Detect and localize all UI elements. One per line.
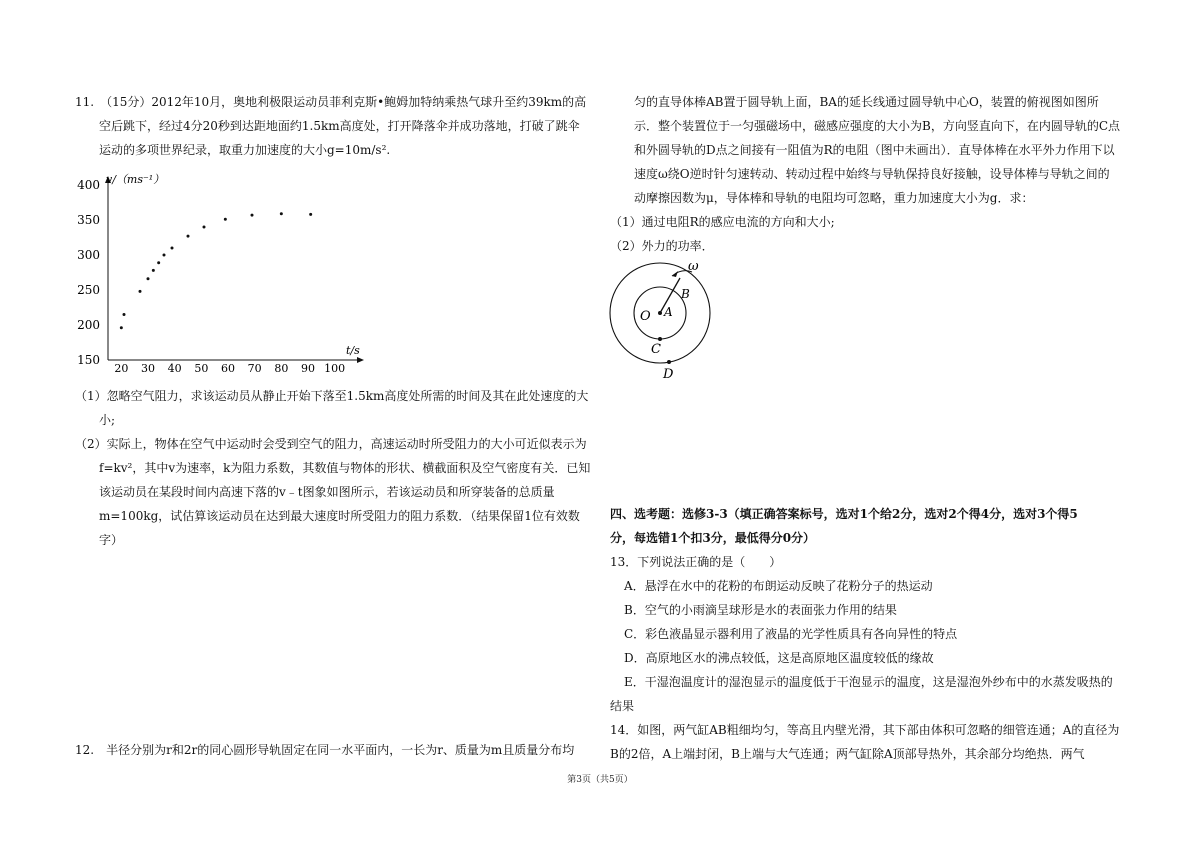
x-tick-label: 40 (167, 362, 182, 372)
data-point (139, 290, 142, 293)
data-point (251, 214, 254, 217)
data-point (147, 277, 150, 280)
q11-subquestions (75, 384, 595, 552)
center-point (658, 311, 662, 315)
data-point (152, 269, 155, 272)
data-point (163, 254, 166, 257)
x-tick-label: 90 (301, 362, 315, 372)
point-c (658, 337, 662, 341)
q12-sub1: （1）通过电阻R的感应电流的方向和大小; (610, 215, 835, 229)
q13-option-b: B．空气的小雨滴呈球形是水的表面张力作用的结果 (624, 603, 897, 617)
x-tick-label: 30 (141, 362, 155, 372)
data-point (120, 326, 123, 329)
x-tick-label: 80 (274, 362, 289, 372)
x-tick-label: 100 (324, 362, 346, 372)
q12-line-1: 12. 半径分别为r和2r的同心圆形导轨固定在同一水平面内，一长为r、质量为m且质量分布均 (75, 743, 575, 757)
q11-sub2-line-4: m=100kg，试估算该运动员在达到最大速度时所受阻力的阻力系数．（结果保留1位有效数 (99, 509, 580, 523)
section-4-heading-1: 四、选考题：选修3-3（填正确答案标号，选对1个给2分，选对2个得4分，选对3个得5 (610, 507, 1078, 521)
q13-option-e-cont: 结果 (610, 699, 635, 713)
concentric-rails-figure (600, 258, 720, 383)
left-column (75, 90, 595, 162)
q11-sub2-line-2: f=kv²，其中v为速率，k为阻力系数，其数值与物体的形状、横截面积及空气密度有关．已知 (99, 461, 591, 475)
q13-stem: 13．下列说法正确的是（ ） (610, 555, 782, 569)
x-axis-label: t/s (346, 344, 360, 357)
q14-line-1: 14．如图，两气缸AB粗细均匀，等高且内壁光滑，其下部由体积可忽略的细管连通；A的直径为 (610, 723, 1120, 737)
x-tick-label: 50 (194, 362, 209, 372)
data-point (187, 235, 190, 238)
x-tick-label: 70 (247, 362, 262, 372)
q14-line-2: B的2倍，A上端封闭，B上端与大气连通；两气缸除A顶部导热外，其余部分均绝热．两气 (610, 747, 1085, 761)
q12-sub2: （2）外力的功率． (610, 239, 714, 253)
q11-line-2: 空后跳下，经过4分20秒到达距地面约1.5km高度处，打开降落伞并成功落地，打破了跳伞 (99, 119, 580, 133)
graph-axes (105, 176, 364, 363)
page-footer: 第3页（共5页） (567, 775, 633, 785)
q13-option-d: D．高原地区水的沸点较低，这是高原地区温度较低的缘故 (624, 651, 934, 665)
data-point (171, 247, 174, 250)
q11-sub1-line-1: （1）忽略空气阻力，求该运动员从静止开始下落至1.5km高度处所需的时间及其在此处速度的大 (75, 389, 589, 403)
omega-label: ω (688, 259, 699, 274)
q12-cont-line-2: 示．整个装置位于一匀强磁场中，磁感应强度的大小为B，方向竖直向下，在内圆导轨的C点 (634, 119, 1121, 133)
section-4-block (610, 502, 1130, 766)
x-tick-label: 60 (221, 362, 235, 372)
data-point (280, 212, 283, 215)
y-tick-label: 150 (77, 353, 100, 367)
rotation-arrowhead (672, 271, 678, 277)
x-tick-labels (114, 362, 345, 372)
q11-line-3: 运动的多项世界纪录，取重力加速度的大小g=10m/s². (99, 143, 391, 157)
y-tick-label: 400 (77, 178, 100, 192)
q12-cont-line-3: 和外圆导轨的D点之间接有一阻值为R的电阻（图中未画出）．直导体棒在水平外力作用下以 (634, 143, 1115, 157)
q11-sub1-line-2: 小; (99, 413, 116, 427)
point-o-label: O (640, 309, 651, 324)
x-tick-label: 20 (114, 362, 129, 372)
data-point (123, 313, 126, 316)
q12-first-line (75, 738, 595, 762)
q13-option-c: C．彩色液晶显示器利用了液晶的光学性质具有各向异性的特点 (624, 627, 958, 641)
data-points (120, 212, 312, 329)
y-tick-label: 200 (77, 318, 100, 332)
point-a-label: A (664, 305, 673, 319)
q12-cont-line-1: 匀的直导体棒AB置于圆导轨上面，BA的延长线通过圆导轨中心O，装置的俯视图如图所 (634, 95, 1099, 109)
right-column (610, 90, 1130, 258)
data-point (157, 261, 160, 264)
q12-cont-line-4: 速度ω绕O逆时针匀速转动、转动过程中始终与导轨保持良好接触，设导体棒与导轨之间的 (634, 167, 1110, 181)
q11-sub2-line-5: 字） (99, 533, 124, 547)
q11-sub2-line-1: （2）实际上，物体在空气中运动时会受到空气的阻力，高速运动时所受阻力的大小可近似表示为 (75, 437, 587, 451)
y-axis-label: v/（ms⁻¹） (106, 173, 165, 186)
velocity-time-graph (70, 172, 370, 372)
y-tick-labels (77, 178, 100, 367)
data-point (224, 218, 227, 221)
y-tick-label: 250 (77, 283, 100, 297)
point-d-label: D (663, 367, 674, 382)
data-point (309, 213, 312, 216)
point-b-label: B (681, 287, 690, 301)
q12-cont-line-5: 动摩擦因数为μ，导体棒和导轨的电阻均可忽略，重力加速度大小为g．求： (634, 191, 1034, 205)
point-d (667, 360, 671, 364)
section-4-heading-2: 分，每选错1个扣3分，最低得分0分） (610, 531, 816, 545)
q13-option-e: E．干湿泡温度计的湿泡显示的温度低于干泡显示的温度，这是湿泡外纱布中的水蒸发吸热的 (624, 675, 1113, 689)
y-tick-label: 300 (77, 248, 100, 262)
q11-sub2-line-3: 该运动员在某段时间内高速下落的v﹣t图象如图所示，若该运动员和所穿装备的总质量 (99, 485, 555, 499)
q13-option-a: A．悬浮在水中的花粉的布朗运动反映了花粉分子的热运动 (624, 579, 933, 593)
data-point (203, 226, 206, 229)
point-c-label: C (651, 342, 661, 357)
y-tick-label: 350 (77, 213, 100, 227)
x-axis-arrow (357, 357, 364, 363)
q11-line-1: 11. （15分）2012年10月，奥地利极限运动员菲利克斯•鲍姆加特纳乘热气球升至约39km的高 (75, 95, 587, 109)
